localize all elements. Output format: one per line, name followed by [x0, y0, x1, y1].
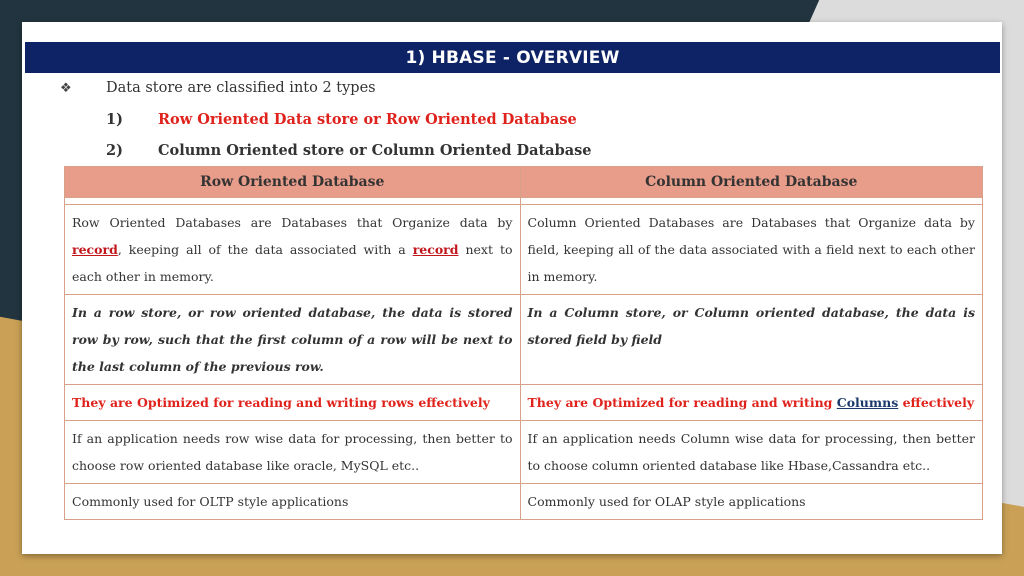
comparison-table — [64, 166, 983, 520]
table-header-row — [65, 167, 982, 198]
table-cell: If an application needs Column wise data for processing, then better to choose column oriented database like Hbase,Cassandra etc.. — [527, 431, 975, 473]
columns-link[interactable]: Columns — [836, 395, 899, 410]
list-text: Column Oriented store or Column Oriented Database — [158, 142, 592, 159]
intro-line — [60, 80, 376, 96]
list-number: 2) — [106, 142, 123, 159]
record-link[interactable]: record — [72, 242, 118, 257]
header-row-oriented: Row Oriented Database — [65, 167, 521, 197]
list-item-2 — [106, 142, 592, 159]
table-row — [65, 295, 982, 385]
list-number: 1) — [106, 111, 123, 128]
table-cell: Column Oriented Databases are Databases that Organize data by field, keeping all of the data associated with a field next to each other in memory. — [527, 215, 975, 284]
diamond-bullet-icon: ❖ — [60, 80, 72, 96]
table-cell: They are Optimized for reading and writing rows effectively — [65, 385, 521, 420]
table-cell: Commonly used for OLTP style applications — [65, 484, 521, 519]
table-row — [65, 205, 982, 295]
header-column-oriented: Column Oriented Database — [645, 174, 858, 190]
cell-text: effectively — [898, 395, 975, 410]
table-cell — [521, 385, 983, 420]
table-row — [65, 385, 982, 421]
cell-text: next to each other in memory. — [72, 242, 513, 284]
list-text: Row Oriented Data store or Row Oriented Database — [158, 111, 577, 128]
intro-text: Data store are classified into 2 types — [106, 80, 376, 96]
record-link[interactable]: record — [412, 242, 459, 257]
table-cell: If an application needs row wise data for processing, then better to choose row oriented database like oracle, MySQL etc.. — [65, 421, 521, 483]
table-cell: In a row store, or row oriented database, the data is stored row by row, such that the first column of a row will be next to the last column of the previous row. — [65, 295, 521, 384]
slide-title: 1) HBASE - OVERVIEW — [405, 47, 620, 68]
table-row — [65, 421, 982, 484]
table-cell: Commonly used for OLAP style applications — [527, 494, 806, 509]
slide — [22, 22, 1002, 554]
table-spacer-row — [65, 198, 982, 205]
cell-text: , keeping all of the data associated with a — [117, 242, 413, 257]
title-bar — [25, 42, 1000, 73]
list-item-1 — [106, 111, 577, 128]
table-cell — [65, 205, 521, 294]
cell-text: Row Oriented Databases are Databases that Organize data by — [72, 215, 513, 230]
table-row — [65, 484, 982, 519]
table-cell: In a Column store, or Column oriented database, the data is stored field by field — [527, 305, 975, 347]
cell-text: They are Optimized for reading and writing — [527, 395, 837, 410]
